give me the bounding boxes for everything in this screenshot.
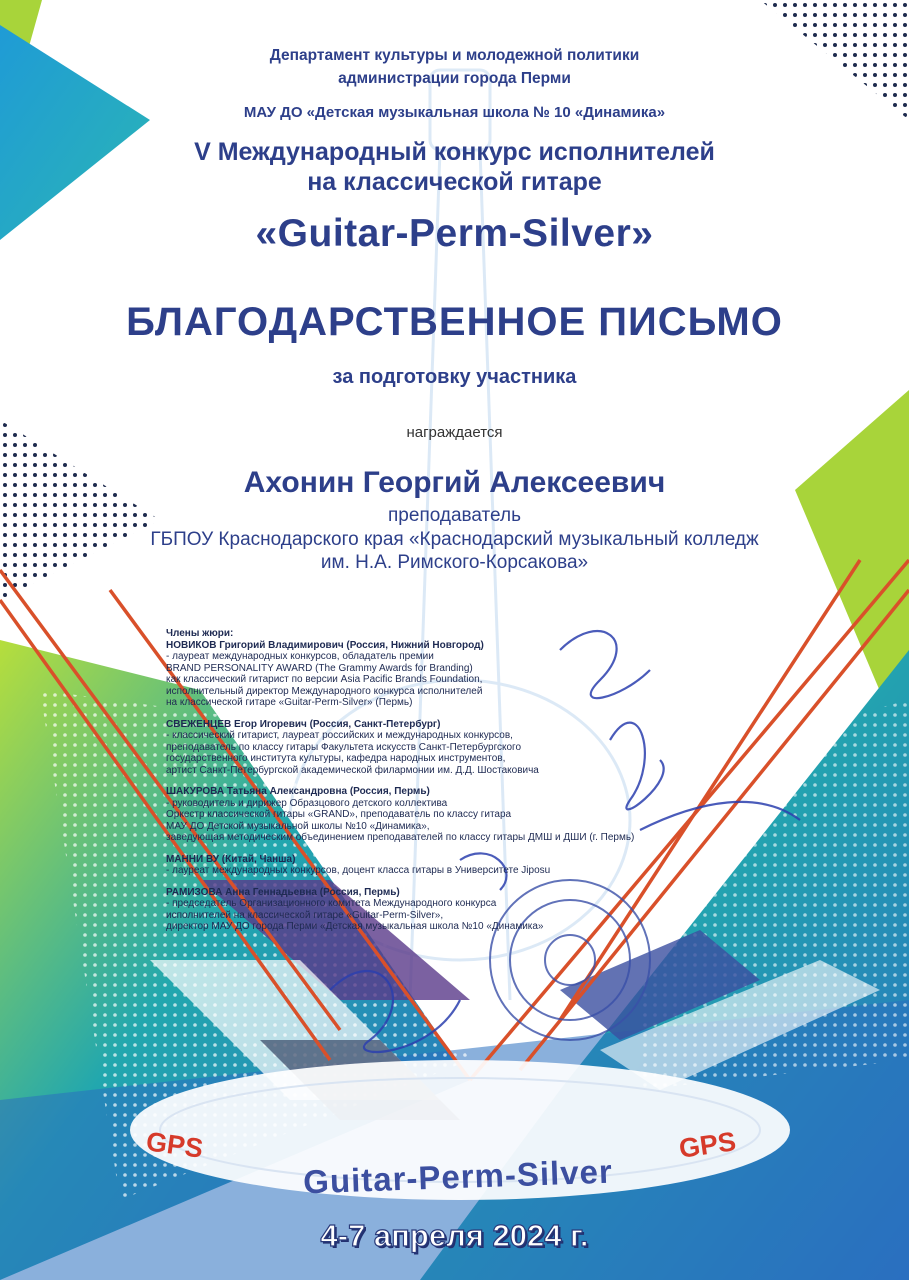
recipient-position: преподаватель	[388, 505, 521, 526]
jury-member	[166, 719, 726, 777]
contest-line-1: V Международный конкурс исполнителей	[194, 138, 715, 166]
awarded-label: награждается	[406, 424, 503, 441]
jury-member-description: заведующая методическим объединением преподавателей по классу гитары ДМШ и ДШИ (г. Пермь)	[166, 832, 635, 843]
jury-member-description: - руководитель и дирижер Образцового детского коллектива	[166, 797, 448, 809]
jury-member-name: НОВИКОВ Григорий Владимирович (Россия, Нижний Новгород)	[166, 639, 484, 651]
jury-member-description: артист Санкт-Петербургской академической филармонии им. Д.Д. Шостаковича	[166, 764, 539, 776]
gps-mark-right: GPS	[677, 1126, 738, 1164]
department-line-2: администрации города Перми	[338, 70, 571, 87]
recipient-org-line-2: им. Н.А. Римского-Корсакова»	[320, 552, 589, 573]
contest-heading	[0, 137, 909, 197]
jury-member-description: исполнителей на классической гитаре «Guitar-Perm-Silver»,	[166, 909, 444, 921]
jury-member-description: BRAND PERSONALITY AWARD (The Grammy Awards for Branding)	[166, 662, 473, 674]
jury-member-description: исполнительный директор Международного конкурса исполнителей	[166, 685, 483, 697]
recipient-organization	[0, 528, 909, 574]
contest-line-2: на классической гитаре	[307, 168, 602, 196]
jury-member-name: СВЕЖЕНЦЕВ Егор Игоревич (Россия, Санкт-Петербург)	[166, 718, 441, 730]
document-purpose: за подготовку участника	[332, 366, 577, 388]
jury-member	[166, 854, 726, 877]
jury-member-description: директор МАУ ДО города Перми «Детская музыкальная школа №10 «Динамика»	[166, 921, 544, 932]
jury-member-description: МАУ ДО Детской музыкальной школы №10 «Динамика»,	[166, 820, 430, 832]
jury-member-description: Оркестр классической гитары «GRAND», преподаватель по классу гитара	[166, 809, 512, 820]
jury-member-description: государственного института культуры, кафедра народных инструментов,	[166, 753, 506, 764]
jury-member-name: МАННИ ВУ (Китай, Чанша)	[166, 853, 296, 865]
jury-member	[166, 640, 726, 709]
jury-members	[166, 640, 726, 933]
jury-member	[166, 786, 726, 844]
jury-member	[166, 887, 726, 933]
gps-mark-left: GPS	[144, 1126, 205, 1164]
logo-ring-text: Guitar-Perm-Silver	[302, 1152, 614, 1201]
jury-member-description: - председатель Организационного комитета Международного конкурса	[166, 898, 497, 909]
contest-brand: «Guitar-Perm-Silver»	[255, 212, 654, 255]
jury-member-name: ШАКУРОВА Татьяна Александровна (Россия, Пермь)	[166, 786, 430, 797]
event-dates: 4-7 апреля 2024 г.	[320, 1218, 589, 1253]
document-title: БЛАГОДАРСТВЕННОЕ ПИСЬМО	[126, 300, 783, 344]
jury-member-name: РАМИЗОВА Анна Геннадьевна (Россия, Пермь)	[166, 886, 400, 898]
jury-member-description: - лауреат международных конкурсов, обладатель премии	[166, 651, 434, 662]
recipient-name: Ахонин Георгий Алексеевич	[243, 466, 666, 499]
recipient-org-line-1: ГБПОУ Краснодарского края «Краснодарский музыкальный колледж	[150, 529, 759, 550]
jury-member-description: - классический гитарист, лауреат российских и международных конкурсов,	[166, 730, 513, 741]
jury-title: Члены жюри:	[166, 628, 234, 639]
jury-member-description: преподаватель по классу гитары Факультета искусств Санкт-Петербургского	[166, 741, 522, 753]
jury-member-description: - лауреат международных конкурсов, доцент класса гитары в Университете Jiposu	[166, 865, 551, 876]
department-heading	[0, 44, 909, 90]
department-line-1: Департамент культуры и молодежной политики	[269, 47, 640, 64]
jury-member-description: на классической гитаре «Guitar-Perm-Silver» (Пермь)	[166, 697, 413, 708]
jury-list	[166, 628, 726, 943]
school-name: МАУ ДО «Детская музыкальная школа № 10 «Динамика»	[243, 104, 666, 121]
jury-member-description: как классический гитарист по версии Asia Pacific Brands Foundation,	[166, 674, 483, 685]
